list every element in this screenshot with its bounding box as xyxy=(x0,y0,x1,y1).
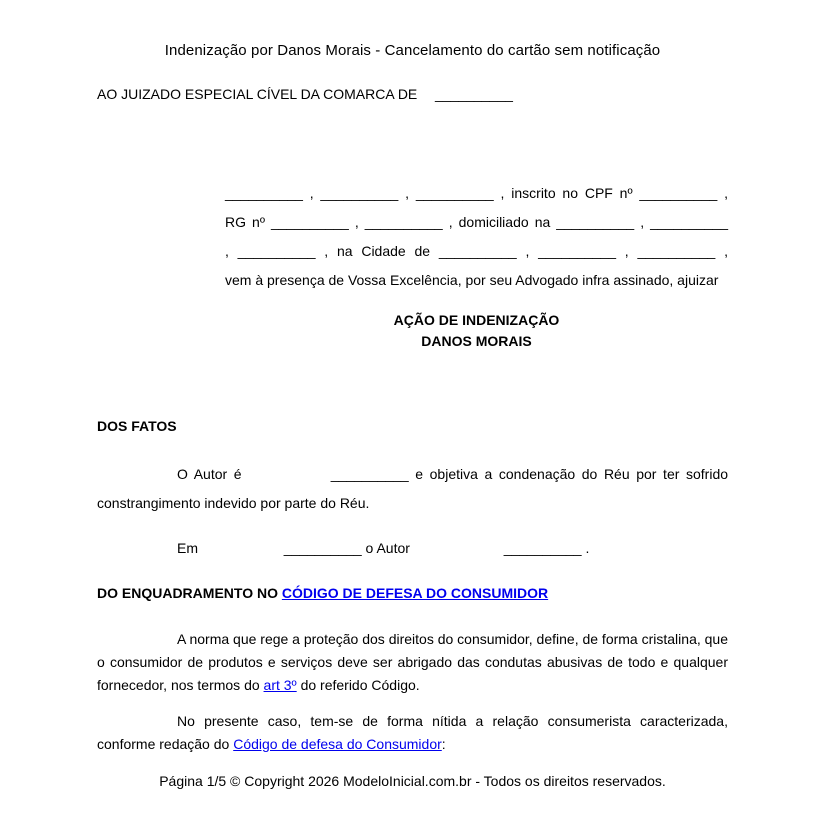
document-title: Indenização por Danos Morais - Cancelamento do cartão sem notificação xyxy=(164,42,661,59)
section-heading-dos-fatos: DOS FATOS xyxy=(97,418,177,434)
facts-p1-lead: O Autor é xyxy=(177,466,242,482)
party-line-3: , __________ , na Cidade de __________ , __________ , __________ , xyxy=(225,243,728,259)
court-heading-text: AO JUIZADO ESPECIAL CÍVEL DA COMARCA DE xyxy=(97,86,418,102)
blank-field-data: __________ xyxy=(283,540,362,556)
framing-paragraph-2 xyxy=(97,710,728,756)
framing-p2-colon: : xyxy=(441,736,446,752)
framing-p1-pre: A norma que rege a proteção dos direitos do consumidor, define, de forma cristalina, que o consumidor de produtos e serviços deve ser abrigado das condutas abusivas de todo e qualquer fornecedor, nos termos do xyxy=(97,631,728,693)
link-codigo-defesa-consumidor[interactable]: CÓDIGO DE DEFESA DO CONSUMIDOR xyxy=(281,585,549,601)
framing-p2-pre: No presente caso, tem-se de forma nítida a relação consumerista caracterizada, conforme redação do xyxy=(97,713,728,752)
facts-paragraph-1 xyxy=(97,460,728,518)
action-title-line-1: AÇÃO DE INDENIZAÇÃO xyxy=(393,312,560,328)
link-art-3[interactable]: art 3º xyxy=(263,677,297,693)
blank-field-comarca: __________ xyxy=(435,86,513,102)
party-qualification-block xyxy=(225,179,728,295)
facts-p2-word1: Em xyxy=(177,540,198,556)
facts-paragraph-2 xyxy=(97,534,728,563)
blank-field-autor: __________ xyxy=(330,466,409,482)
party-line-2: RG nº __________ , __________ , domiciliado na __________ , __________ xyxy=(225,214,728,230)
framing-paragraph-1 xyxy=(97,628,728,697)
action-title-line-2: DANOS MORAIS xyxy=(421,333,532,349)
facts-p2-period: . xyxy=(585,540,590,556)
facts-p1-rest: e objetiva a condenação do Réu por ter sofrido constrangimento indevido por parte do Réu. xyxy=(97,466,729,511)
link-codigo-defesa-consumidor-inline[interactable]: Código de defesa do Consumidor xyxy=(233,736,442,752)
blank-gap xyxy=(202,552,280,553)
enquadramento-heading-text: DO ENQUADRAMENTO NO xyxy=(97,585,278,601)
blank-gap xyxy=(421,98,431,99)
action-title xyxy=(225,310,728,352)
party-line-4: vem à presença de Vossa Excelência, por seu Advogado infra assinado, ajuizar xyxy=(225,272,719,288)
section-heading-enquadramento xyxy=(97,585,728,601)
party-line-1: __________ , __________ , __________ , inscrito no CPF nº __________ , xyxy=(225,185,728,201)
court-heading xyxy=(97,86,728,102)
facts-p2-word2: o Autor xyxy=(365,540,410,556)
page-footer: Página 1/5 © Copyright 2026 ModeloInicial.com.br - Todos os direitos reservados. xyxy=(159,773,666,789)
blank-field-fato: __________ xyxy=(503,540,582,556)
blank-gap xyxy=(248,478,324,479)
blank-gap xyxy=(414,552,500,553)
framing-p1-post: do referido Código. xyxy=(300,677,420,693)
